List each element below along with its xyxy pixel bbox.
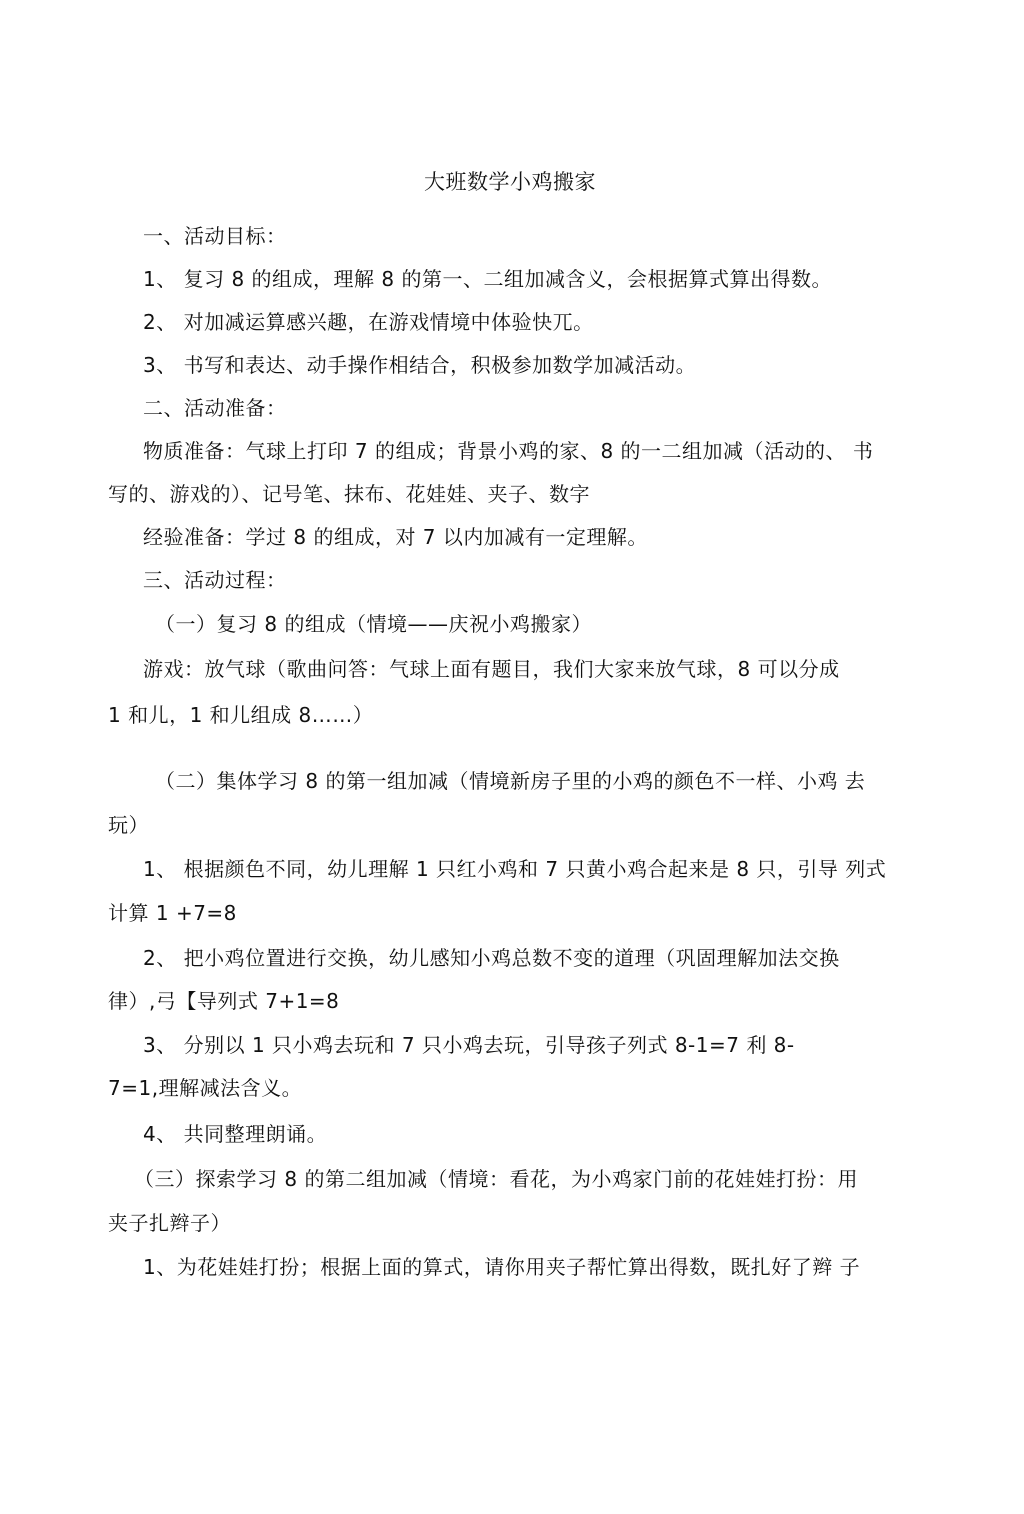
part-2-item-3-line-1: 3、 分别以 1 只小鸡去玩和 7 只小鸡去玩，引导孩子列式 8-1=7 利 8- <box>143 1033 795 1057</box>
part-2-item-1-line-1: 1、 根据颜色不同，幼儿理解 1 只红小鸡和 7 只黄小鸡合起来是 8 只，引导 列式 <box>143 857 887 881</box>
section-heading-preparation: 二、活动准备： <box>143 396 287 420</box>
section-heading-goals: 一、活动目标： <box>143 224 287 248</box>
part-2-item-2-line-1: 2、 把小鸡位置进行交换，幼儿感知小鸡总数不变的道理（巩固理解加法交换 <box>143 946 840 970</box>
process-part-2-heading: （二）集体学习 8 的第一组加减（情境新房子里的小鸡的颜色不一样、小鸡 去 <box>155 769 866 793</box>
document-title: 大班数学小鸡搬家 <box>424 170 596 194</box>
part-3-item-1: 1、为花娃娃打扮；根据上面的算式，请你用夹子帮忙算出得数，既扎好了辫 子 <box>143 1255 861 1279</box>
process-part-1-heading: （一）复习 8 的组成（情境——庆祝小鸡搬家） <box>155 612 592 636</box>
experience-preparation: 经验准备：学过 8 的组成，对 7 以内加减有一定理解。 <box>143 525 648 549</box>
part-2-item-4: 4、 共同整理朗诵。 <box>143 1122 328 1146</box>
material-preparation-line-1: 物质准备：气球上打印 7 的组成；背景小鸡的家、8 的一二组加减（活动的、 书 <box>143 439 874 463</box>
goal-item-1: 1、 复习 8 的组成，理解 8 的第一、二组加减含义，会根据算式算出得数。 <box>143 267 832 291</box>
part-2-item-2-line-2: 律）,弓【导列式 7+1=8 <box>108 989 340 1013</box>
game-line-1: 游戏：放气球（歌曲问答：气球上面有题目，我们大家来放气球，8 可以分成 <box>143 657 840 681</box>
process-part-2-heading-continued: 玩） <box>108 813 149 837</box>
process-part-3-heading-continued: 夹子扎辫子） <box>108 1211 231 1235</box>
section-heading-process: 三、活动过程： <box>143 568 287 592</box>
part-2-item-3-line-2: 7=1,理解减法含义。 <box>108 1076 303 1100</box>
game-line-2: 1 和儿，1 和儿组成 8……） <box>108 703 374 727</box>
material-preparation-line-2: 写的、游戏的）、记号笔、抹布、花娃娃、夹子、数字 <box>108 482 590 506</box>
process-part-3-heading: （三）探索学习 8 的第二组加减（情境：看花，为小鸡家门前的花娃娃打扮：用 <box>134 1167 858 1191</box>
goal-item-3: 3、 书写和表达、动手操作相结合，积极参加数学加减活动。 <box>143 353 697 377</box>
part-2-item-1-line-2: 计算 1 +7=8 <box>108 901 237 925</box>
goal-item-2: 2、 对加减运算感兴趣，在游戏情境中体验快兀。 <box>143 310 594 334</box>
